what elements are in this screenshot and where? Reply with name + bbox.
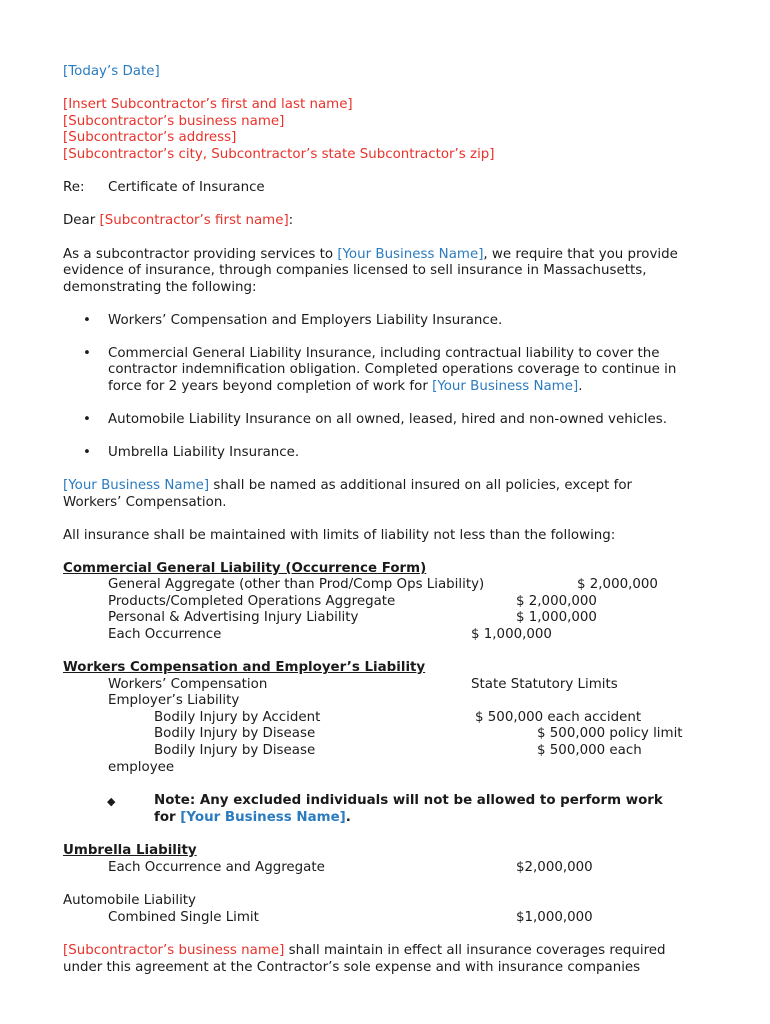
wc-heading: Workers Compensation and Employer’s Liability bbox=[63, 660, 426, 675]
salutation bbox=[63, 212, 293, 229]
bullet-icon: • bbox=[83, 412, 91, 427]
intro-line-1 bbox=[63, 246, 678, 263]
additional-insured-line-1 bbox=[63, 477, 632, 494]
additional-insured-text: shall be named as additional insured on all policies, except for bbox=[209, 478, 633, 493]
umbrella-occurrence-label: Each Occurrence and Aggregate bbox=[108, 860, 325, 875]
salutation-prefix: Dear bbox=[63, 213, 100, 228]
recipient-business: [Subcontractor’s business name] bbox=[63, 114, 285, 129]
intro-text: , we require that you provide bbox=[483, 247, 678, 262]
additional-insured-line-2: Workers’ Compensation. bbox=[63, 495, 227, 510]
wc-bi-disease-each-value: $ 500,000 each bbox=[537, 743, 642, 758]
bullet-umbrella: Umbrella Liability Insurance. bbox=[108, 445, 300, 460]
note-line-1: Note: Any excluded individuals will not be allowed to perform work bbox=[154, 793, 663, 808]
wc-bi-disease-label: Bodily Injury by Disease bbox=[154, 726, 316, 741]
cgl-general-aggregate-label: General Aggregate (other than Prod/Comp Ops Liability) bbox=[108, 577, 485, 592]
recipient-address: [Subcontractor’s address] bbox=[63, 130, 237, 145]
umbrella-occurrence-value: $2,000,000 bbox=[516, 860, 593, 875]
re-label: Re: bbox=[63, 180, 85, 195]
note-line-2 bbox=[154, 809, 351, 826]
closing-line-2: under this agreement at the Contractor’s sole expense and with insurance companies bbox=[63, 960, 641, 975]
business-name-placeholder: [Your Business Name] bbox=[63, 478, 210, 493]
intro-text: As a subcontractor providing services to bbox=[63, 247, 338, 262]
cgl-personal-value: $ 1,000,000 bbox=[516, 610, 597, 625]
cgl-products-value: $ 2,000,000 bbox=[516, 594, 597, 609]
wc-bi-accident-value: $ 500,000 each accident bbox=[475, 710, 642, 725]
wc-bi-disease-value: $ 500,000 policy limit bbox=[537, 726, 683, 741]
wc-bi-disease-each-label: Bodily Injury by Disease bbox=[154, 743, 316, 758]
subcontractor-business-placeholder: [Subcontractor’s business name] bbox=[63, 943, 285, 958]
cgl-heading: Commercial General Liability (Occurrence Form) bbox=[63, 561, 427, 576]
auto-heading: Automobile Liability bbox=[63, 893, 196, 908]
note-text: for bbox=[154, 810, 181, 825]
wc-workers-comp-value: State Statutory Limits bbox=[471, 677, 618, 692]
salutation-name: [Subcontractor’s first name] bbox=[99, 213, 289, 228]
bullet-auto: Automobile Liability Insurance on all owned, leased, hired and non-owned vehicles. bbox=[108, 412, 667, 427]
salutation-suffix: : bbox=[288, 213, 294, 228]
auto-combined-label: Combined Single Limit bbox=[108, 910, 259, 925]
wc-bi-accident-label: Bodily Injury by Accident bbox=[154, 710, 321, 725]
re-subject: Certificate of Insurance bbox=[108, 180, 265, 195]
closing-text: shall maintain in effect all insurance coverages required bbox=[284, 943, 666, 958]
bullet-text: . bbox=[578, 379, 583, 394]
bullet-cgl-line-2: contractor indemnification obligation. Completed operations coverage to continue in bbox=[108, 362, 677, 377]
umbrella-heading: Umbrella Liability bbox=[63, 843, 197, 858]
bullet-icon: • bbox=[83, 346, 91, 361]
closing-line-1 bbox=[63, 942, 666, 959]
limits-intro: All insurance shall be maintained with limits of liability not less than the following: bbox=[63, 528, 616, 543]
business-name-placeholder: [Your Business Name] bbox=[337, 247, 484, 262]
recipient-city-state-zip: [Subcontractor’s city, Subcontractor’s state Subcontractor’s zip] bbox=[63, 147, 495, 162]
cgl-personal-label: Personal & Advertising Injury Liability bbox=[108, 610, 359, 625]
intro-line-2: evidence of insurance, through companies licensed to sell insurance in Massachusetts, bbox=[63, 263, 647, 278]
cgl-products-label: Products/Completed Operations Aggregate bbox=[108, 594, 396, 609]
note-text: . bbox=[345, 810, 351, 825]
wc-workers-comp-label: Workers’ Compensation bbox=[108, 677, 268, 692]
bullet-cgl-line-3 bbox=[108, 378, 582, 395]
bullet-workers-comp: Workers’ Compensation and Employers Liability Insurance. bbox=[108, 313, 503, 328]
cgl-each-occurrence-label: Each Occurrence bbox=[108, 627, 222, 642]
wc-employers-liability-label: Employer’s Liability bbox=[108, 693, 240, 708]
intro-line-3: demonstrating the following: bbox=[63, 280, 257, 295]
bullet-icon: • bbox=[83, 445, 91, 460]
diamond-bullet-icon: ◆ bbox=[107, 795, 116, 808]
bullet-cgl-line-1: Commercial General Liability Insurance, including contractual liability to cover the bbox=[108, 346, 660, 361]
auto-combined-value: $1,000,000 bbox=[516, 910, 593, 925]
cgl-each-occurrence-value: $ 1,000,000 bbox=[471, 627, 552, 642]
recipient-name: [Insert Subcontractor’s first and last name] bbox=[63, 97, 353, 112]
cgl-general-aggregate-value: $ 2,000,000 bbox=[577, 577, 658, 592]
bullet-icon: • bbox=[83, 313, 91, 328]
wc-employee-wrap: employee bbox=[108, 760, 175, 775]
date-placeholder: [Today’s Date] bbox=[63, 64, 160, 79]
business-name-placeholder: [Your Business Name] bbox=[432, 379, 579, 394]
bullet-text: force for 2 years beyond completion of work for bbox=[108, 379, 433, 394]
business-name-placeholder: [Your Business Name] bbox=[180, 810, 346, 825]
